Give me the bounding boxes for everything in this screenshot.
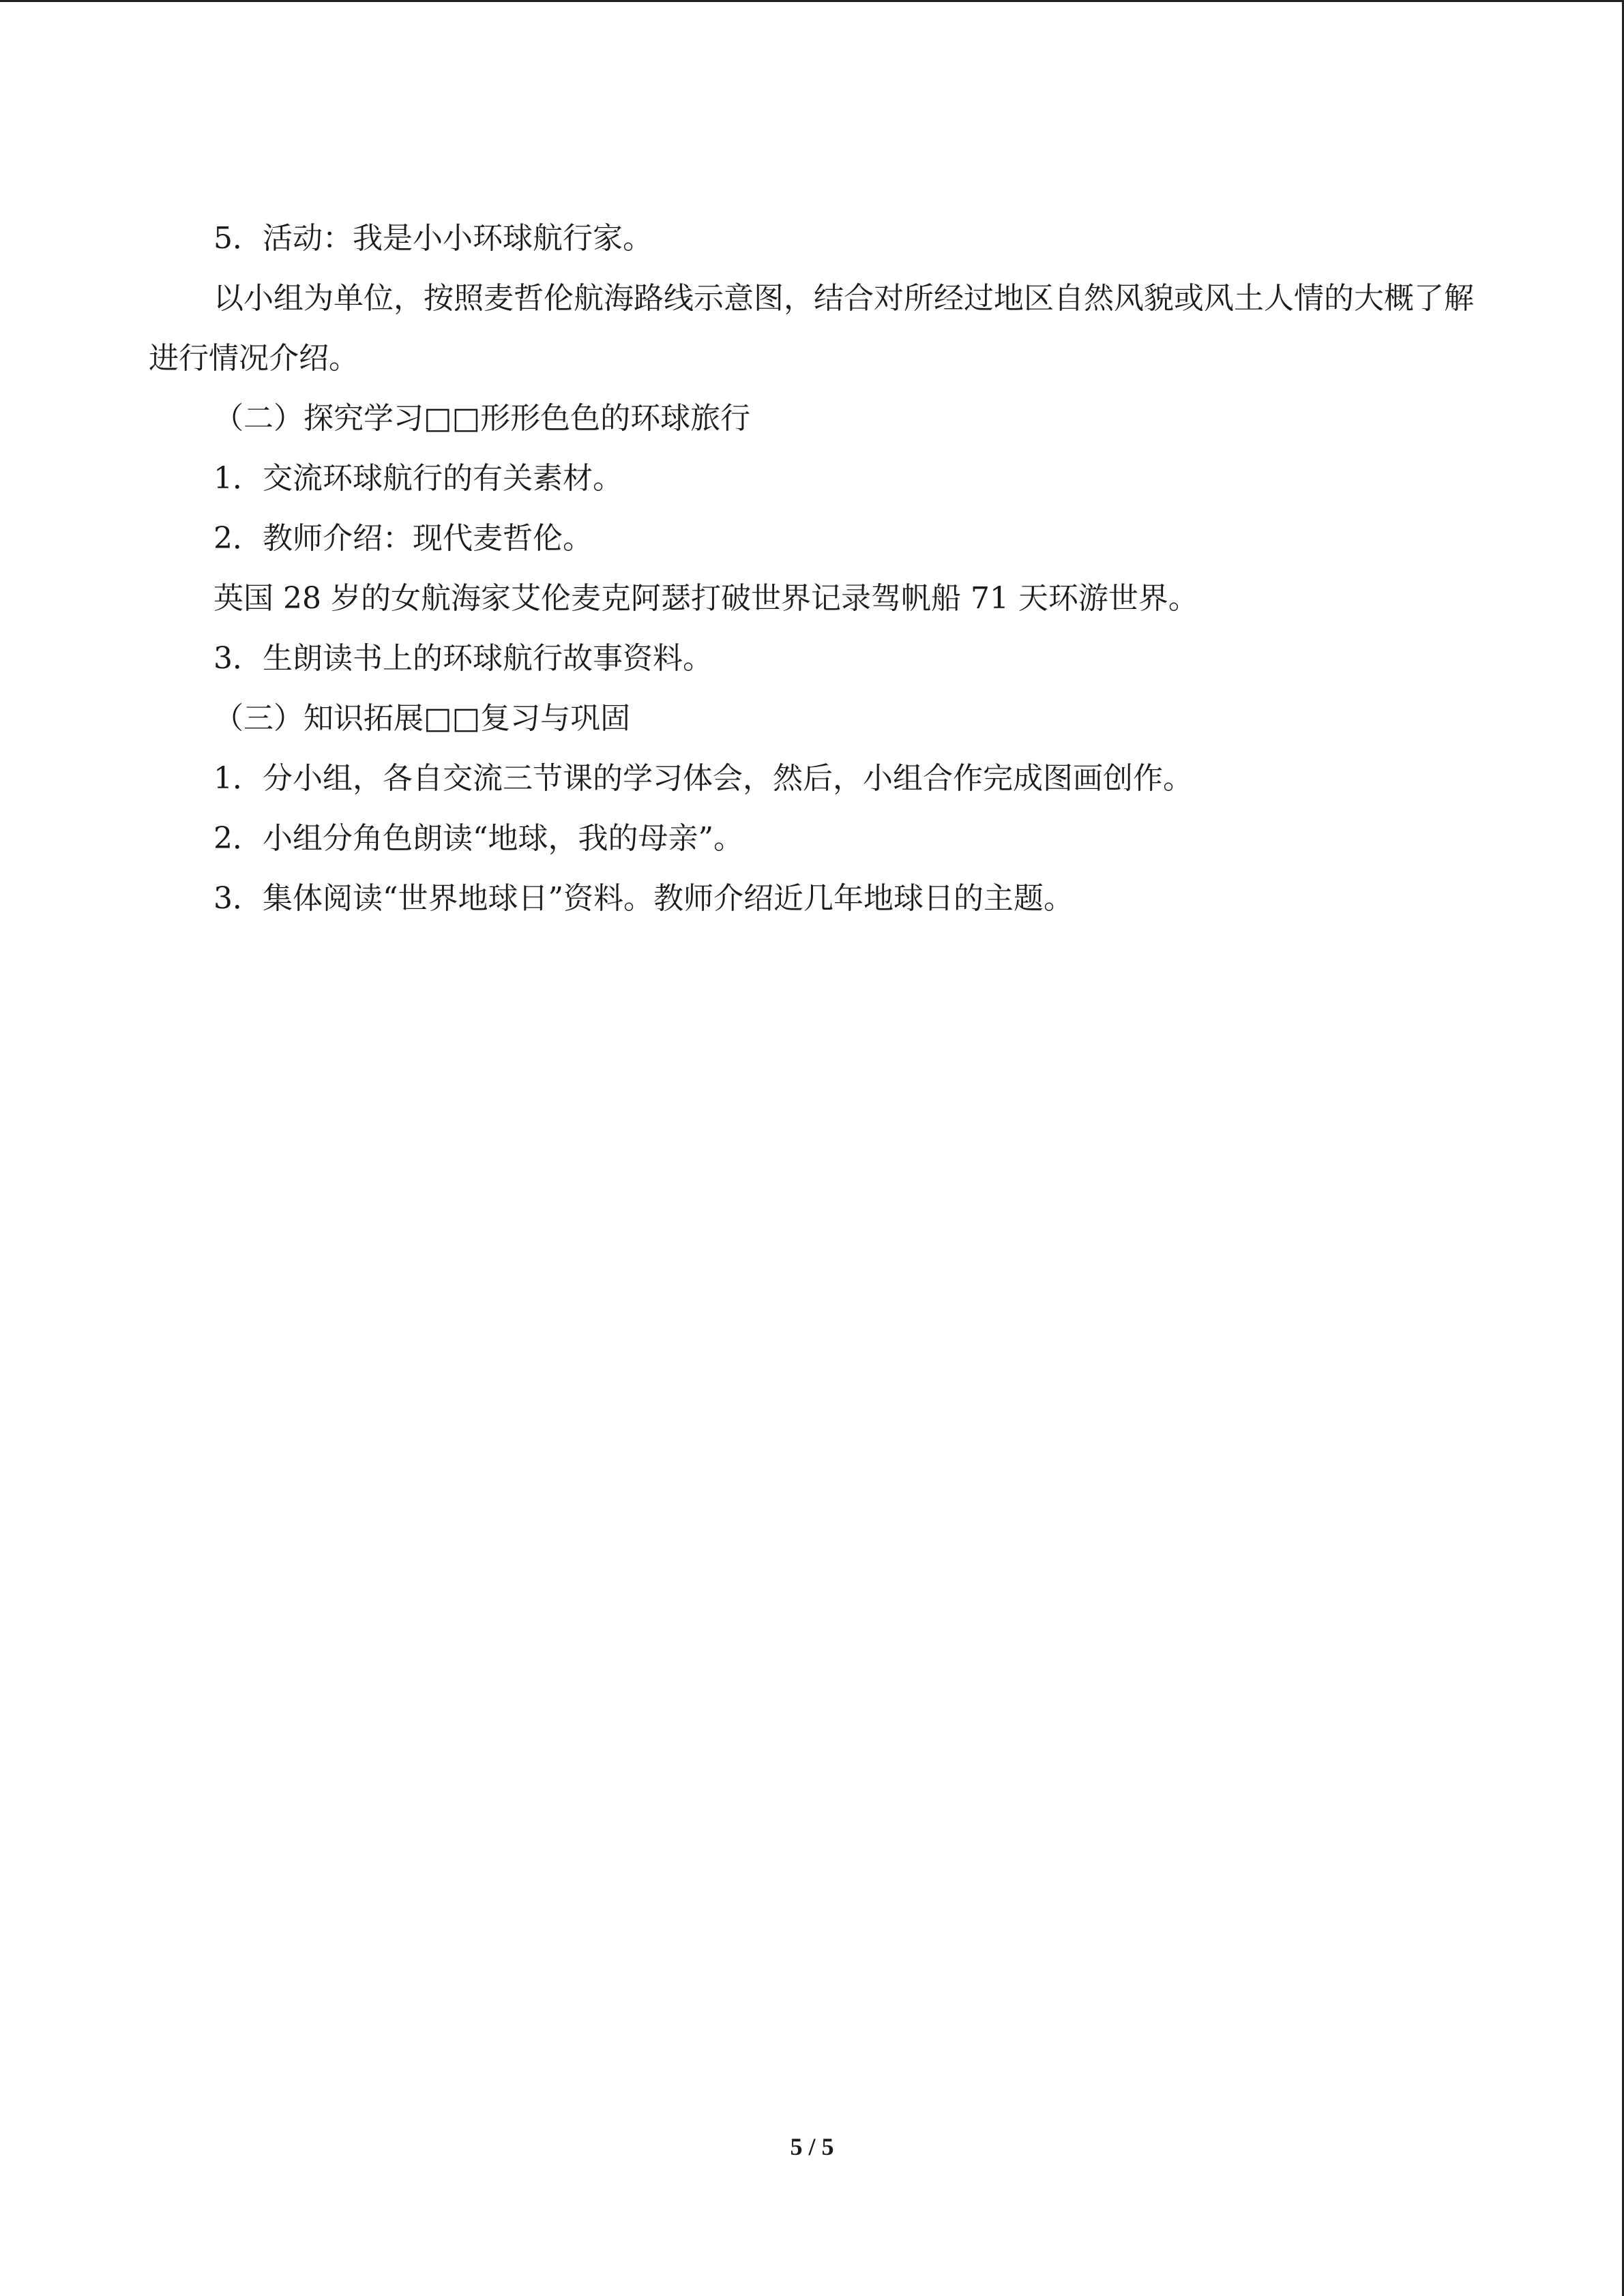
section-heading-inquiry: （二）探究学习□□形形色色的环球旅行: [213, 401, 751, 436]
activity-heading: 5．活动：我是小小环球航行家。: [213, 221, 653, 256]
activity-description: 以小组为单位，按照麦哲伦航海路线示意图，结合对所经过地区自然风貌或风土人情的大概了解进行情况介绍。: [149, 281, 1474, 376]
document-body: [149, 209, 1475, 929]
inquiry-item-1: 1．交流环球航行的有关素材。: [213, 461, 623, 496]
extension-item-1: 1．分小组，各自交流三节课的学习体会，然后，小组合作完成图画创作。: [213, 761, 1193, 796]
inquiry-item-2: 2．教师介绍：现代麦哲伦。: [213, 521, 593, 556]
section-heading-extension: （三）知识拓展□□复习与巩固: [213, 701, 631, 736]
extension-item-3: 3．集体阅读“世界地球日”资料。教师介绍近几年地球日的主题。: [213, 881, 1074, 916]
page-top-border: [0, 0, 1624, 2]
inquiry-item-2-detail: 英国 28 岁的女航海家艾伦麦克阿瑟打破世界记录驾帆船 71 天环游世界。: [213, 581, 1198, 616]
extension-item-2: 2．小组分角色朗读“地球，我的母亲”。: [213, 821, 743, 856]
inquiry-item-3: 3．生朗读书上的环球航行故事资料。: [213, 641, 713, 676]
page-number: 5 / 5: [790, 2133, 834, 2160]
